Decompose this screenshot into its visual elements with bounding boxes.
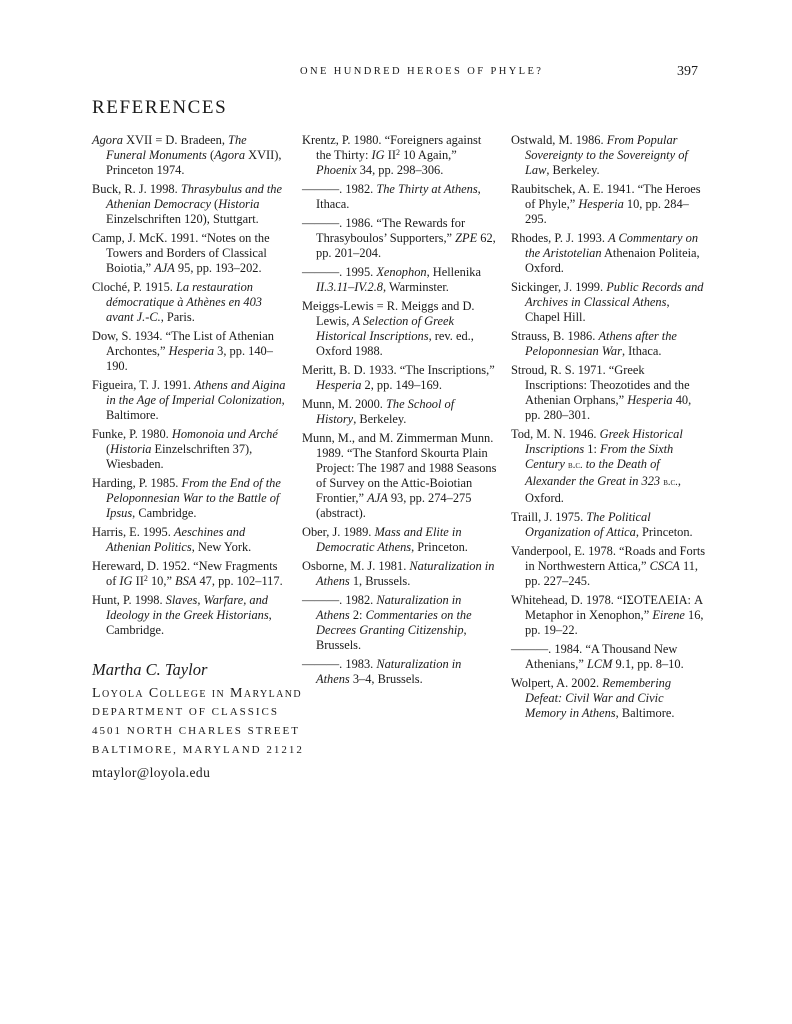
author-department: DEPARTMENT OF CLASSICS <box>92 706 279 718</box>
reference-entry: Buck, R. J. 1998. Thrasybulus and the Athenian Democracy (Historia Einzelschriften 120), Stuttgart. <box>92 182 283 226</box>
reference-entry: Camp, J. McK. 1991. “Notes on the Towers and Borders of Classical Boiotia,” AJA 95, pp. 193–202. <box>92 231 270 275</box>
author-affiliation: Loyola College in Maryland <box>92 686 302 701</box>
reference-entry: Tod, M. N. 1946. Greek Historical Inscriptions 1: From the Sixth Century b.c. to the Death of Alexander the Great in 323 b.c., Oxford. <box>511 427 683 505</box>
reference-entry: Funke, P. 1980. Homonoia und Arché (Historia Einzelschriften 37), Wiesbaden. <box>92 427 278 471</box>
reference-entry: ———. 1982. Naturalization in Athens 2: Commentaries on the Decrees Granting Citizenship, Brussels. <box>302 593 472 653</box>
reference-entry: Traill, J. 1975. The Political Organization of Attica, Princeton. <box>511 509 693 539</box>
reference-entry: Whitehead, D. 1978. “ΙΣΟΤΕΛΕΙΑ: A Metaphor in Xenophon,” Eirene 16, pp. 19–22. <box>511 593 704 637</box>
reference-entry: ———. 1995. Xenophon, Hellenika II.3.11–IV.2.8, Warminster. <box>302 265 481 295</box>
reference-entry: ———. 1986. “The Rewards for Thrasyboulos’ Supporters,” ZPE 62, pp. 201–204. <box>302 216 496 260</box>
reference-entry: Krentz, P. 1980. “Foreigners against the Thirty: IG $II^2$ 10 Again,” Phoenix 34, pp. 298–306. <box>302 133 482 177</box>
reference-entry: ———. 1982. The Thirty at Athens, Ithaca. <box>302 182 481 211</box>
reference-entry: Osborne, M. J. 1981. Naturalization in Athens 1, Brussels. <box>302 559 495 589</box>
references-column-3 <box>511 133 707 725</box>
reference-entry: Ober, J. 1989. Mass and Elite in Democratic Athens, Princeton. <box>302 525 468 555</box>
reference-entry: Ostwald, M. 1986. From Popular Sovereignty to the Sovereignty of Law, Berkeley. <box>511 133 688 177</box>
reference-entry: Munn, M. 2000. The School of History, Berkeley. <box>302 397 455 427</box>
reference-entry: Hereward, D. 1952. “New Fragments of IG $II^2$ 10,” BSA 47, pp. 102–117. <box>92 559 283 589</box>
reference-entry: Meiggs-Lewis = R. Meiggs and D. Lewis, A Selection of Greek Historical Inscriptions, rev. ed., Oxford 1988. <box>302 299 475 358</box>
section-heading: REFERENCES <box>92 97 228 118</box>
reference-entry: Strauss, B. 1986. Athens after the Peloponnesian War, Ithaca. <box>511 329 677 358</box>
reference-entry: Sickinger, J. 1999. Public Records and Archives in Classical Athens, Chapel Hill. <box>511 280 704 324</box>
reference-entry: Munn, M., and M. Zimmerman Munn. 1989. “The Stanford Skourta Plain Project: The 1987 and 1988 Seasons of Survey on the Attic-Boiotian Frontier,” AJA 93, pp. 274–275 (abstract). <box>302 431 497 520</box>
reference-entry: Vanderpool, E. 1978. “Roads and Forts in Northwestern Attica,” CSCA 11, pp. 227–245. <box>511 544 706 588</box>
reference-entry: Cloché, P. 1915. La restauration démocratique à Athènes en 403 avant J.-C., Paris. <box>92 280 262 324</box>
reference-entry: ———. 1984. “A Thousand New Athenians,” LCM 9.1, pp. 8–10. <box>511 642 684 671</box>
reference-entry: Harris, E. 1995. Aeschines and Athenian Politics, New York. <box>92 525 252 555</box>
reference-entry: Agora XVII = D. Bradeen, The Funeral Monuments (Agora XVII), Princeton 1974. <box>92 133 282 177</box>
author-email[interactable]: mtaylor@loyola.edu <box>92 765 211 780</box>
reference-entry: ———. 1983. Naturalization in Athens 3–4, Brussels. <box>302 657 462 687</box>
reference-entry: Meritt, B. D. 1933. “The Inscriptions,” Hesperia 2, pp. 149–169. <box>302 363 495 393</box>
reference-entry: Raubitschek, A. E. 1941. “The Heroes of Phyle,” Hesperia 10, pp. 284–295. <box>511 182 701 226</box>
running-head: ONE HUNDRED HEROES OF PHYLE? <box>300 66 544 77</box>
author-block <box>92 660 304 781</box>
page-number: 397 <box>677 64 698 79</box>
reference-entry: Rhodes, P. J. 1993. A Commentary on the Aristotelian Athenaion Politeia, Oxford. <box>511 231 700 275</box>
reference-entry: Dow, S. 1934. “The List of Athenian Archontes,” Hesperia 3, pp. 140–190. <box>92 329 274 373</box>
references-column-2 <box>302 133 497 691</box>
reference-entry: Stroud, R. S. 1971. “Greek Inscriptions: Theozotides and the Athenian Orphans,” Hesperia 40, pp. 280–301. <box>511 363 692 422</box>
author-name: Martha C. Taylor <box>92 660 208 679</box>
author-city: BALTIMORE, MARYLAND 21212 <box>92 744 304 756</box>
reference-entry: Hunt, P. 1998. Slaves, Warfare, and Ideology in the Greek Historians, Cambridge. <box>92 593 272 638</box>
author-street: 4501 NORTH CHARLES STREET <box>92 725 300 737</box>
reference-entry: Harding, P. 1985. From the End of the Peloponnesian War to the Battle of Ipsus, Cambridge. <box>92 476 281 520</box>
reference-entry: Figueira, T. J. 1991. Athens and Aigina in the Age of Imperial Colonization, Baltimore. <box>92 378 286 422</box>
references-column-1 <box>92 133 287 642</box>
reference-entry: Wolpert, A. 2002. Remembering Defeat: Civil War and Civic Memory in Athens, Baltimore. <box>511 676 675 720</box>
